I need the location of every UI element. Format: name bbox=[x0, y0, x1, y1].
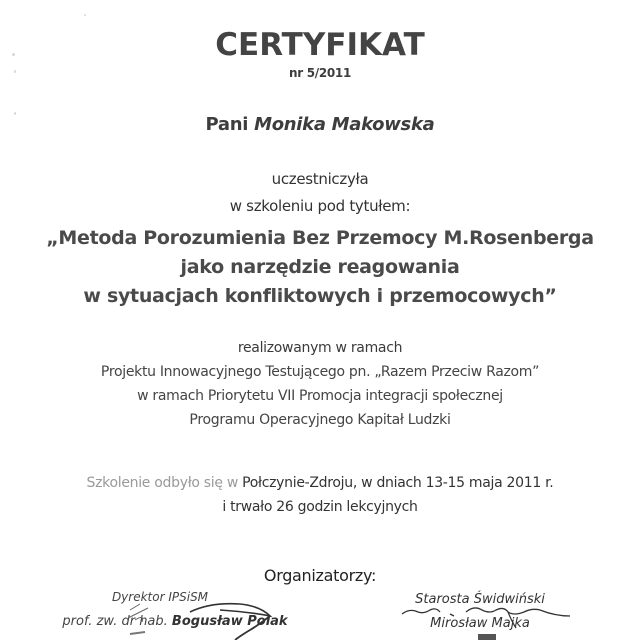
organizers-label: Organizatorzy: bbox=[263, 566, 377, 585]
course-title-line-3: w sytuacjach konfliktowych i przemocowych” bbox=[83, 285, 557, 307]
left-signatory-name bbox=[50, 614, 300, 629]
project-line-4: Programu Operacyjnego Kapitał Ludzki bbox=[189, 412, 451, 428]
certificate-title: CERTYFIKAT bbox=[215, 27, 425, 63]
scan-speck bbox=[14, 70, 16, 73]
left-signatory-role: Dyrektor IPSiSM bbox=[111, 590, 209, 604]
place-line-faint: Szkolenie odbyło się w bbox=[86, 475, 243, 491]
course-title-line-1: „Metoda Porozumienia Bez Przemocy M.Rosenberga bbox=[46, 227, 594, 249]
left-signatory-title: prof. zw. dr hab. bbox=[62, 614, 172, 629]
right-signatory-role: Starosta Świdwiński bbox=[415, 592, 545, 607]
certificate-number: nr 5/2011 bbox=[288, 66, 352, 80]
recipient-name: Monika Makowska bbox=[254, 114, 435, 135]
recipient bbox=[0, 114, 640, 135]
scan-speck bbox=[14, 112, 16, 115]
duration-line: i trwało 26 godzin lekcyjnych bbox=[222, 499, 418, 515]
right-signatory-name: Mirosław Majka bbox=[430, 616, 530, 631]
project-line-2: Projektu Innowacyjnego Testującego pn. „Razem Przeciw Razom” bbox=[100, 364, 540, 380]
scan-speck bbox=[84, 14, 86, 16]
course-title-line-2: jako narzędzie reagowania bbox=[180, 256, 460, 278]
stamp-fragment bbox=[478, 634, 496, 640]
place-date-line bbox=[0, 475, 640, 491]
left-signatory-fullname: Bogusław Polak bbox=[171, 614, 288, 629]
place-line-main: Połczynie-Zdroju, w dniach 13-15 maja 2011 r. bbox=[242, 475, 554, 491]
project-line-3: w ramach Priorytetu VII Promocja integracji społecznej bbox=[137, 388, 503, 404]
intro-line-2: w szkoleniu pod tytułem: bbox=[229, 197, 411, 215]
intro-line-1: uczestniczyła bbox=[271, 170, 369, 188]
scan-speck bbox=[12, 53, 15, 56]
recipient-prefix: Pani bbox=[205, 114, 249, 135]
project-line-1: realizowanym w ramach bbox=[237, 340, 403, 356]
